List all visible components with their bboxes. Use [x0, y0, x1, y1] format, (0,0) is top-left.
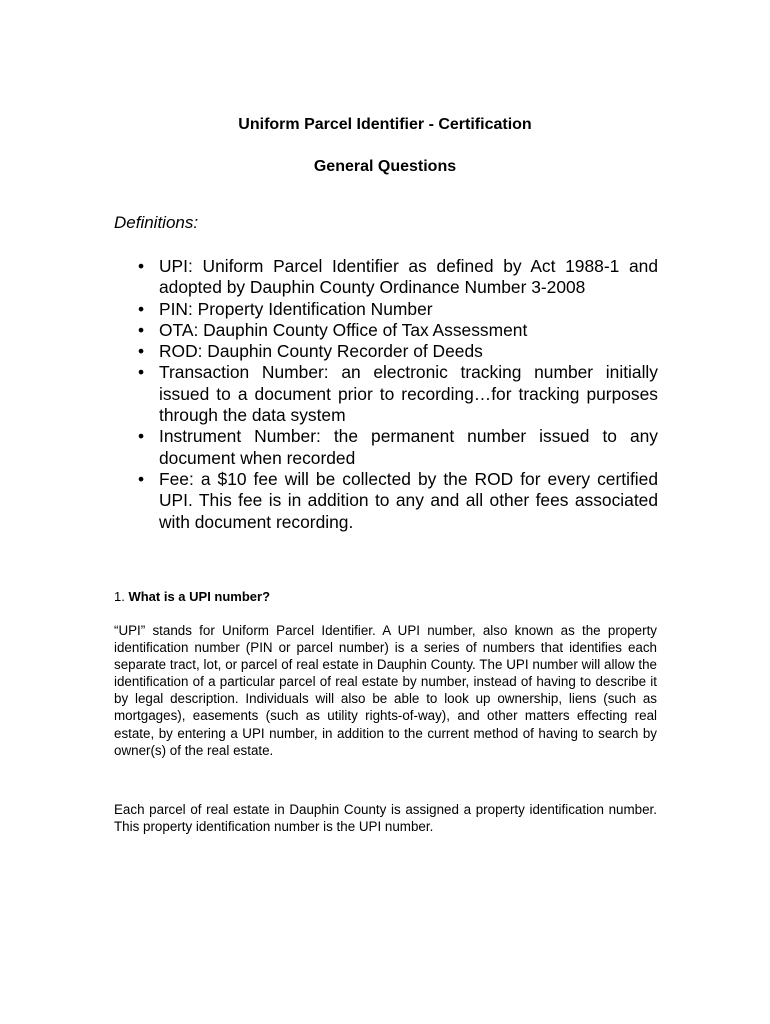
question-1-text: What is a UPI number?	[128, 589, 271, 604]
definitions-list	[138, 256, 658, 533]
definitions-heading: Definitions:	[114, 213, 199, 232]
definition-item-pin: • PIN: Property Identification Number	[138, 299, 658, 320]
document-title: Uniform Parcel Identifier - Certification	[238, 116, 532, 133]
question-1-paragraph-1: “UPI” stands for Uniform Parcel Identifier. A UPI number, also known as the property identification number (PIN or parcel number) is a series of numbers that identifies each separate tract, lot, or parcel of real estate in Dauphin County. The UPI number will allow the identification of a particular parcel of real estate by number, instead of having to describe it by legal description. Individuals will also be able to look up ownership, liens (such as mortgages), easements (such as utility rights-of-way), and other matters effecting real estate, by entering a UPI number, in addition to the current method of having to search by owner(s) of the real estate.	[114, 623, 657, 758]
definition-item-transaction-number: • Transaction Number: an electronic tracking number initially issued to a document prior to recording…for tracking purposes through the data system	[138, 362, 658, 426]
question-1-number: 1	[114, 589, 122, 604]
definition-item-upi: • UPI: Uniform Parcel Identifier as defined by Act 1988-1 and adopted by Dauphin County Ordinance Number 3-2008	[138, 256, 658, 299]
question-1-heading	[114, 588, 270, 605]
document-subtitle: General Questions	[313, 158, 457, 175]
definition-item-fee: • Fee: a $10 fee will be collected by the ROD for every certified UPI. This fee is in addition to any and all other fees associated with document recording.	[138, 469, 658, 533]
definition-item-ota: • OTA: Dauphin County Office of Tax Assessment	[138, 320, 658, 341]
question-1-separator: .	[121, 589, 129, 604]
definition-item-rod: • ROD: Dauphin County Recorder of Deeds	[138, 341, 658, 362]
definition-item-instrument-number: • Instrument Number: the permanent number issued to any document when recorded	[138, 426, 658, 469]
question-1-paragraph-2: Each parcel of real estate in Dauphin County is assigned a property identification number. This property identification number is the UPI number.	[114, 802, 657, 835]
